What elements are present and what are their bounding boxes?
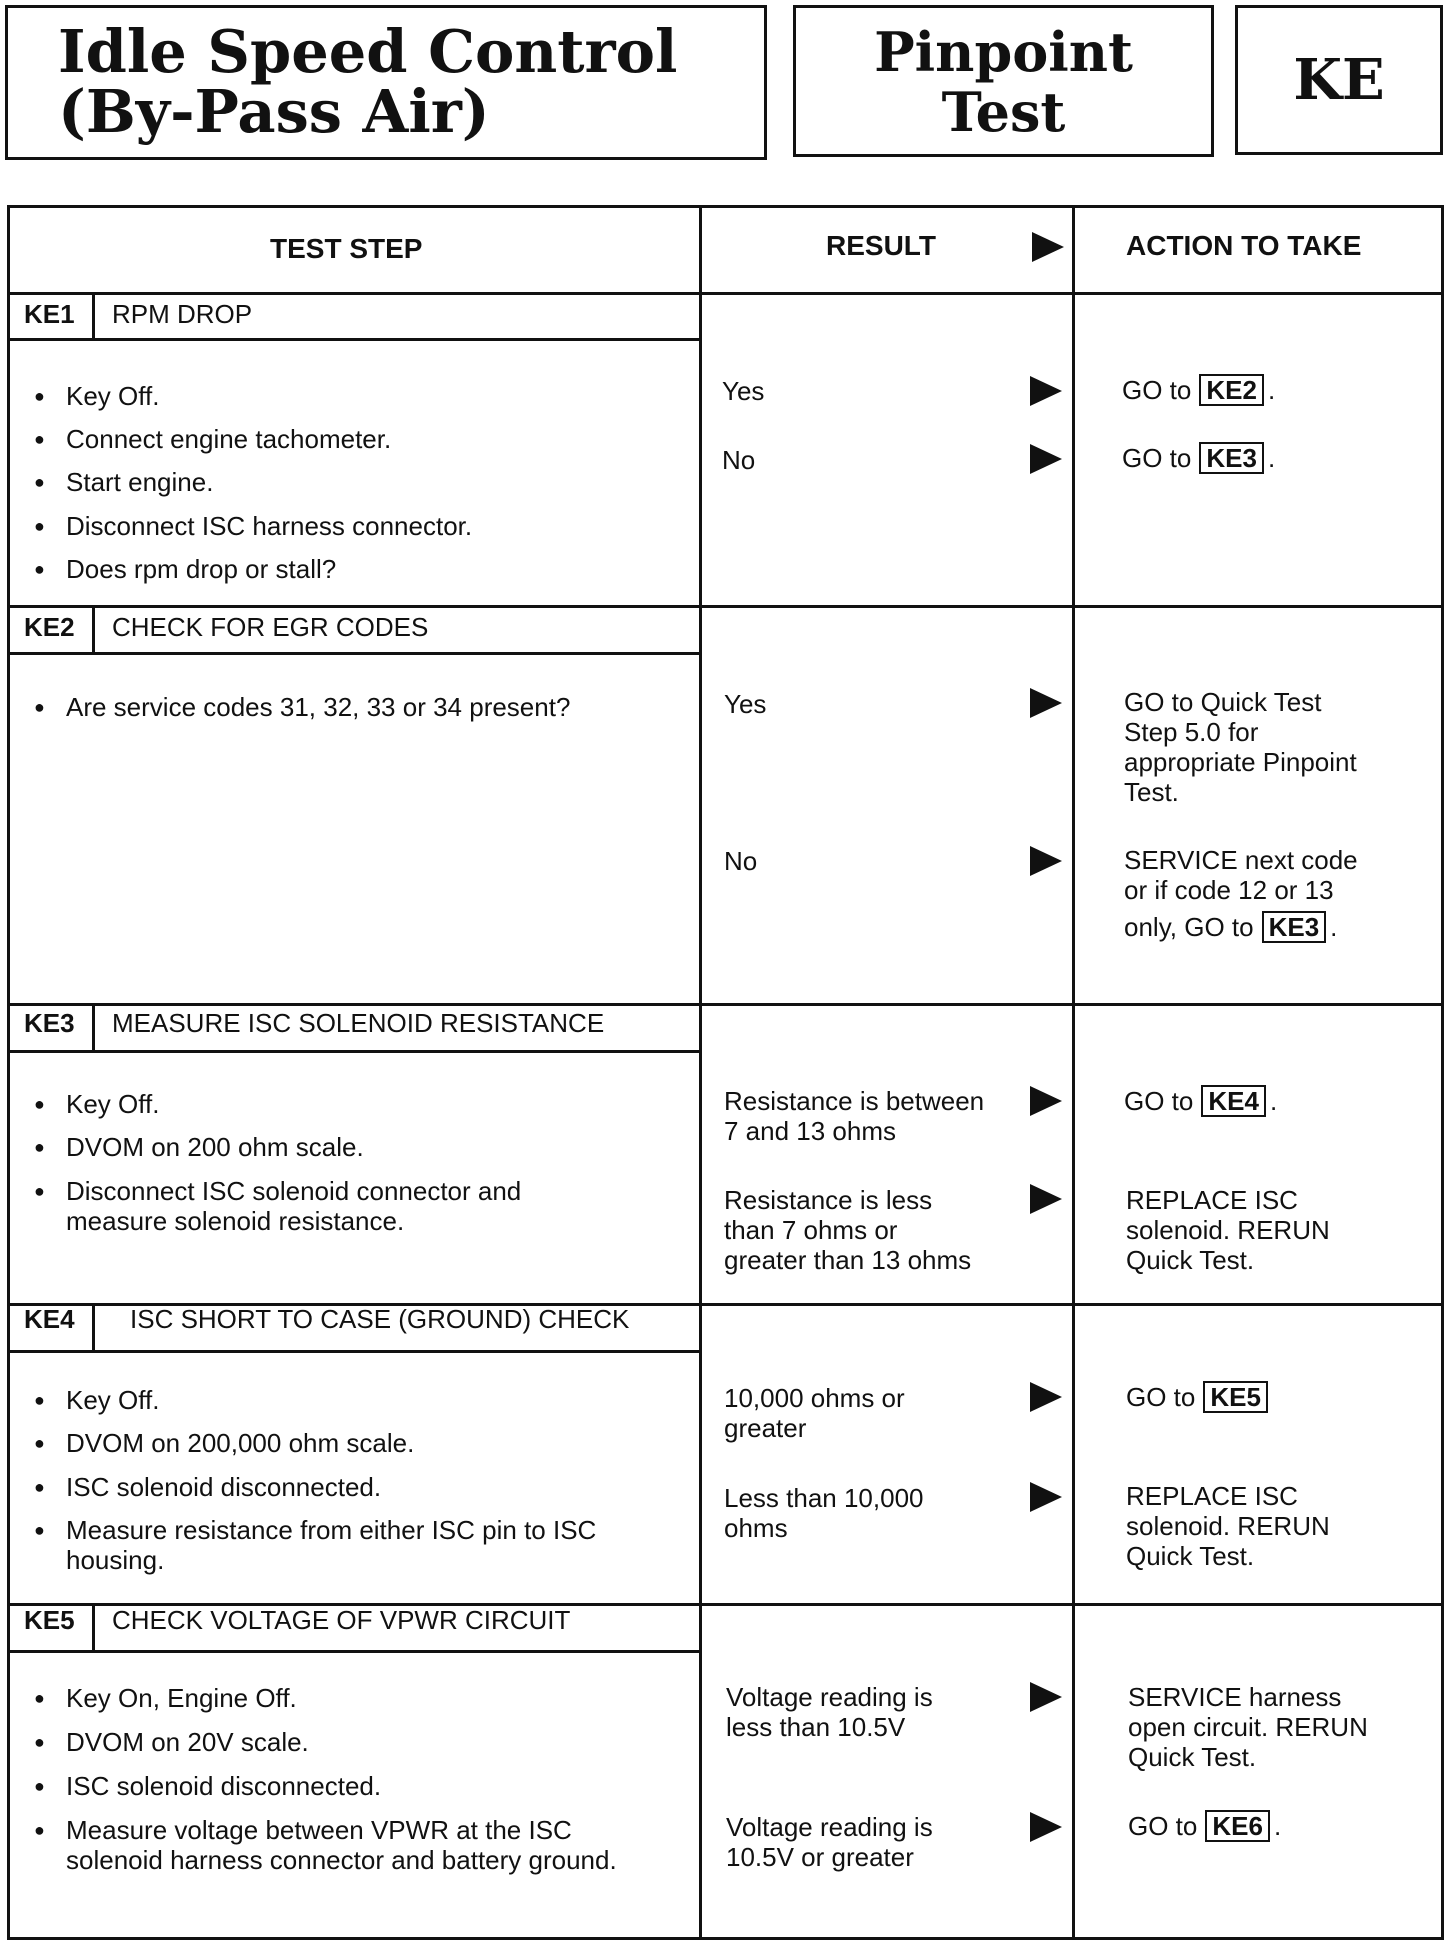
result-text: 10,000 ohms or greater <box>724 1383 905 1443</box>
result-text: Yes <box>722 376 765 406</box>
test-type-box <box>793 5 1214 157</box>
action-text: REPLACE ISC solenoid. RERUN Quick Test. <box>1126 1481 1330 1571</box>
step-bullet: ● Disconnect ISC solenoid connector and <box>66 1176 521 1206</box>
page-title <box>58 17 678 146</box>
step-bullet: ● Measure resistance from either ISC pin to ISC <box>66 1515 596 1545</box>
step-bullet: ● Does rpm drop or stall? <box>66 554 336 584</box>
step-code: KE5 <box>24 1605 75 1635</box>
result-text: Resistance is less than 7 ohms or greater than 13 ohms <box>724 1185 972 1275</box>
result-text: No <box>724 846 758 876</box>
step-bullet: ● Key Off. <box>66 381 159 411</box>
result-arrow-icon <box>1032 232 1064 262</box>
result-text: Voltage reading is 10.5V or greater <box>726 1812 933 1872</box>
step-bullet: ● Key On, Engine Off. <box>66 1683 297 1713</box>
test-code-box <box>1235 5 1443 155</box>
step-bullet: ● ISC solenoid disconnected. <box>66 1472 381 1502</box>
action-text: GO to KE4 . <box>1124 1086 1278 1116</box>
action-text: SERVICE harness open circuit. RERUN Quick Test. <box>1128 1682 1368 1772</box>
step-reference: KE2 <box>1199 374 1264 406</box>
step-bullet: ● Disconnect ISC harness connector. <box>66 511 472 541</box>
action-text: GO to KE6 . <box>1128 1811 1282 1841</box>
result-arrow-icon <box>1030 1482 1062 1512</box>
step-title: RPM DROP <box>112 299 253 329</box>
step-bullet: ● Key Off. <box>66 1385 159 1415</box>
result-arrow-icon <box>1030 444 1062 474</box>
result-text: Yes <box>724 689 767 719</box>
result-text: Less than 10,000 ohms <box>724 1483 924 1543</box>
result-arrow-icon <box>1030 1682 1062 1712</box>
action-text: REPLACE ISC solenoid. RERUN Quick Test. <box>1126 1185 1330 1275</box>
step-bullet: ● DVOM on 200 ohm scale. <box>66 1132 364 1162</box>
step-reference: KE3 <box>1199 442 1264 474</box>
result-text: Resistance is between 7 and 13 ohms <box>724 1086 985 1146</box>
title-line-2: (By-Pass Air) <box>58 77 490 146</box>
action-text: GO to KE3 . <box>1122 443 1276 473</box>
title-line-1: Idle Speed Control <box>58 17 678 86</box>
action-text: GO to KE5 <box>1126 1381 1272 1413</box>
step-bullet: ● Key Off. <box>66 1089 159 1119</box>
step-title: CHECK VOLTAGE OF VPWR CIRCUIT <box>112 1605 571 1635</box>
step-bullet: ● ISC solenoid disconnected. <box>66 1771 381 1801</box>
result-arrow-icon <box>1030 376 1062 406</box>
step-reference: KE6 <box>1205 1810 1270 1842</box>
step-bullet-continuation: housing. <box>66 1545 165 1575</box>
step-reference: KE4 <box>1201 1085 1266 1117</box>
step-title: ISC SHORT TO CASE (GROUND) CHECK <box>130 1304 630 1334</box>
action-text: SERVICE next code or if code 12 or 13 only, GO to KE3 . <box>1124 845 1358 942</box>
step-bullet-continuation: measure solenoid resistance. <box>66 1206 405 1236</box>
result-arrow-icon <box>1030 1086 1062 1116</box>
title-box <box>5 5 767 160</box>
column-header-action: ACTION TO TAKE <box>1126 230 1362 261</box>
result-arrow-icon <box>1030 846 1062 876</box>
step-bullet: ● Start engine. <box>66 467 213 497</box>
result-arrow-icon <box>1030 1184 1062 1214</box>
result-arrow-icon <box>1030 1812 1062 1842</box>
result-arrow-icon <box>1030 1382 1062 1412</box>
step-bullet: ● Are service codes 31, 32, 33 or 34 present? <box>66 692 570 722</box>
result-arrow-icon <box>1030 688 1062 718</box>
test-type-line-1: Pinpoint <box>874 20 1133 84</box>
step-title: CHECK FOR EGR CODES <box>112 612 429 642</box>
step-bullet: ● Connect engine tachometer. <box>66 424 391 454</box>
step-code: KE1 <box>24 299 75 329</box>
column-header-result: RESULT <box>826 230 936 261</box>
step-bullet: ● DVOM on 200,000 ohm scale. <box>66 1428 414 1458</box>
test-code: KE <box>1293 47 1385 113</box>
step-reference: KE5 <box>1203 1381 1268 1413</box>
action-text: GO to Quick Test Step 5.0 for appropriate Pinpoint Test. <box>1124 687 1357 807</box>
result-text: Voltage reading is less than 10.5V <box>726 1682 933 1742</box>
step-code: KE2 <box>24 612 75 642</box>
step-bullet: ● DVOM on 20V scale. <box>66 1727 309 1757</box>
test-type-line-2: Test <box>941 80 1066 144</box>
result-text: No <box>722 445 756 475</box>
step-code: KE4 <box>24 1304 75 1334</box>
step-code: KE3 <box>24 1008 75 1038</box>
step-bullet-continuation: solenoid harness connector and battery ground. <box>66 1845 617 1875</box>
action-text: GO to KE2 . <box>1122 375 1276 405</box>
step-reference: KE3 <box>1262 911 1327 943</box>
step-title: MEASURE ISC SOLENOID RESISTANCE <box>112 1008 605 1038</box>
step-bullet: ● Measure voltage between VPWR at the ISC <box>66 1815 572 1845</box>
column-header-test-step: TEST STEP <box>270 233 423 264</box>
